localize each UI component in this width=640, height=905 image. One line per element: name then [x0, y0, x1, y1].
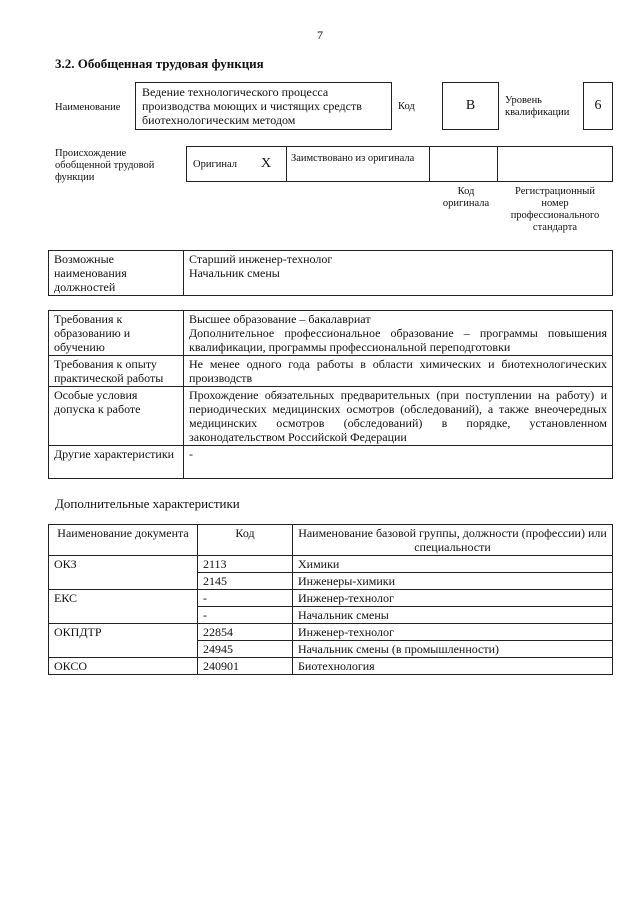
- divider: [429, 147, 430, 181]
- table-row: [49, 641, 613, 658]
- level-label: Уровень квалификации: [505, 95, 570, 118]
- code-original-caption: Код оригинала: [442, 186, 490, 209]
- table-row: [49, 590, 613, 607]
- code-value: B: [465, 98, 476, 113]
- extra-header-cell: Код: [198, 525, 293, 556]
- table-cell: 2145: [198, 573, 293, 590]
- table-cell: 240901: [198, 658, 293, 675]
- table-cell: ОКПДТР: [49, 624, 198, 641]
- requirement-line: Прохождение обязательных предварительных (при поступлении на работу) и периодических медицинских осмотров (обследований), а также внеочередных медицинских осмотров (обследований) в порядке, установленном законодательством Российской Федерации: [189, 388, 607, 444]
- origin-box: [186, 146, 613, 182]
- requirement-line: -: [189, 447, 193, 461]
- table-cell: Начальник смены: [293, 607, 613, 624]
- table-cell: Инженер-технолог: [293, 590, 613, 607]
- extra-title: Дополнительные характеристики: [55, 496, 240, 511]
- extra-header-row: [49, 525, 613, 556]
- requirement-line: Не менее одного года работы в области химических и биотехнологических производств: [189, 357, 607, 385]
- registration-caption: Регистрационный номер профессионального стандарта: [510, 186, 600, 233]
- table-cell: 2113: [198, 556, 293, 573]
- requirement-label: Другие характеристики: [49, 446, 184, 479]
- name-value: Ведение технологического процесса производства моющих и чистящих средств биотехнологическим методом: [142, 85, 362, 127]
- extra-header-cell: Наименование базовой группы, должности (профессии) или специальности: [293, 525, 613, 556]
- table-cell: ОКСО: [49, 658, 198, 675]
- table-cell: Инженер-технолог: [293, 624, 613, 641]
- requirement-value: [184, 387, 613, 446]
- extra-header-cell: Наименование документа: [49, 525, 198, 556]
- table-cell: Биотехнология: [293, 658, 613, 675]
- requirement-label: Требования к опыту практической работы: [49, 356, 184, 387]
- position-item: Старший инженер-технолог: [189, 252, 333, 266]
- requirement-value: [184, 446, 613, 479]
- borrowed-label: Заимствовано из оригинала: [291, 153, 415, 164]
- table-cell: -: [198, 607, 293, 624]
- table-row: [49, 573, 613, 590]
- table-cell: Химики: [293, 556, 613, 573]
- positions-table: [48, 250, 613, 296]
- requirement-label: Требования к образованию и обучению: [49, 311, 184, 356]
- level-box: [583, 82, 613, 130]
- table-cell: 24945: [198, 641, 293, 658]
- table-cell: Инженеры-химики: [293, 573, 613, 590]
- extra-table: [48, 524, 613, 675]
- requirement-line: Дополнительное профессиональное образование – программы повышения квалификации, программы профессиональной переподготовки: [189, 326, 607, 354]
- original-mark: X: [261, 156, 272, 171]
- table-row: [49, 556, 613, 573]
- section-title: 3.2. Обобщенная трудовая функция: [55, 56, 264, 71]
- table-cell: [49, 607, 198, 624]
- table-cell: ОКЗ: [49, 556, 198, 573]
- table-cell: 22854: [198, 624, 293, 641]
- name-label: Наименование: [55, 102, 121, 113]
- table-cell: [49, 573, 198, 590]
- requirement-value: [184, 356, 613, 387]
- positions-values: [184, 251, 613, 296]
- original-label: Оригинал: [193, 159, 237, 170]
- table-row: [49, 624, 613, 641]
- table-cell: [49, 641, 198, 658]
- divider: [497, 147, 498, 181]
- code-box: [442, 82, 499, 130]
- table-row: [49, 607, 613, 624]
- code-label: Код: [398, 101, 415, 112]
- requirement-value: [184, 311, 613, 356]
- name-box: [135, 82, 392, 130]
- level-value: 6: [594, 98, 602, 113]
- position-item: Начальник смены: [189, 266, 280, 280]
- table-cell: -: [198, 590, 293, 607]
- page-number: 7: [317, 28, 323, 42]
- requirement-label: Особые условия допуска к работе: [49, 387, 184, 446]
- origin-label: Происхождение обобщенной трудовой функции: [55, 148, 155, 183]
- table-row: [49, 658, 613, 675]
- table-cell: ЕКС: [49, 590, 198, 607]
- requirement-line: Высшее образование – бакалавриат: [189, 312, 371, 326]
- table-cell: Начальник смены (в промышленности): [293, 641, 613, 658]
- requirements-table: [48, 310, 613, 479]
- positions-label: Возможные наименования должностей: [49, 251, 184, 296]
- divider: [286, 147, 287, 181]
